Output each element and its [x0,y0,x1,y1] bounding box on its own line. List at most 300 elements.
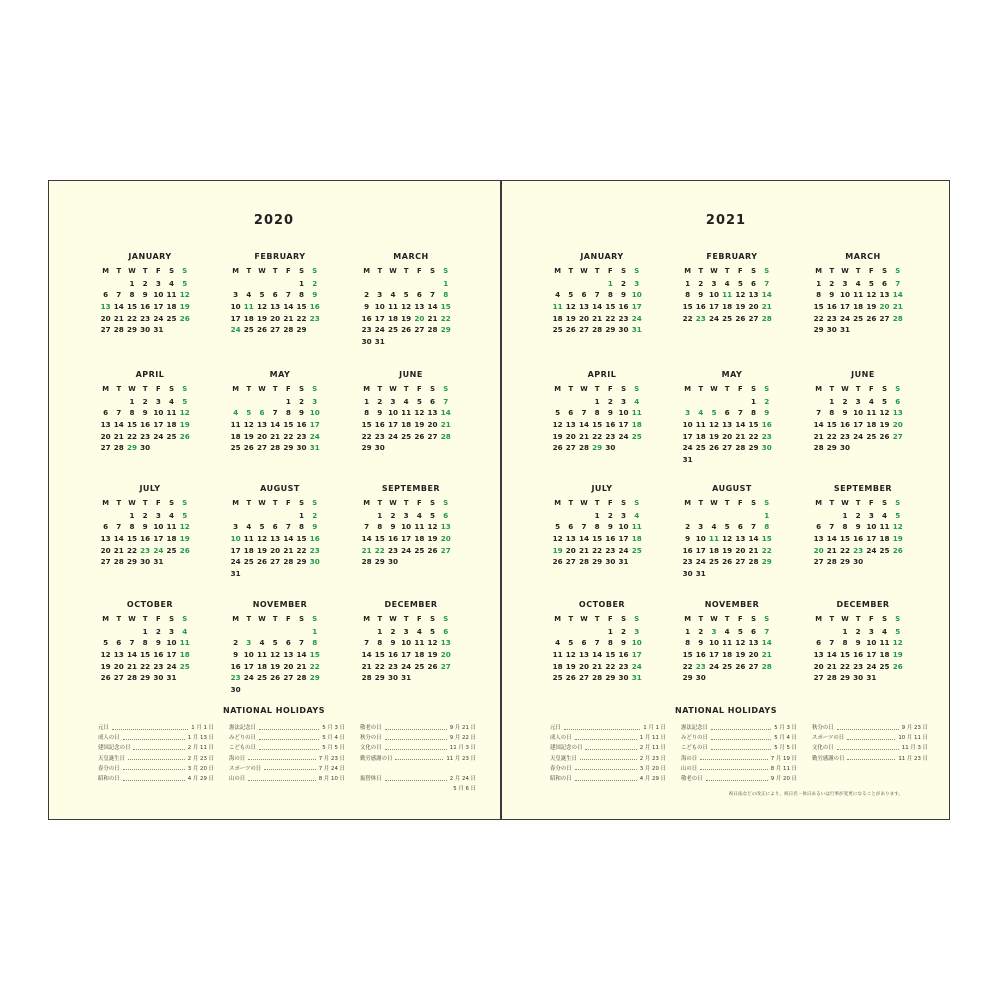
day-cell: 25 [166,545,177,555]
holiday-date: 9 月 21 日 [449,725,476,732]
day-cell: 9 [299,408,305,418]
day-cell: 7 [285,290,291,300]
day-cell: 29 [140,673,151,683]
day-cell: 17 [230,545,241,555]
day-cell: 2 [233,638,239,648]
day-cell: 18 [879,534,890,544]
day-cell: 12 [179,290,190,300]
day-cell: 27 [565,557,576,567]
weekday-header: M [554,267,561,275]
empty-cell [707,510,720,522]
day-cell: 10 [166,638,177,648]
holiday-row [550,732,666,742]
day-cell: 11 [866,408,877,418]
weekday-header: T [142,499,148,507]
day-cell: 22 [309,661,320,671]
day-cell: 12 [179,408,190,418]
day-cell: 20 [892,420,903,430]
day-cell: 19 [735,302,746,312]
leader-dots [385,735,447,740]
day-cell: 9 [142,408,148,418]
day-cell: 12 [552,420,563,430]
holiday-name: 山の日 [681,765,698,772]
day-cell: 5 [895,626,901,636]
day-cell: 24 [708,313,719,323]
day-cell: 11 [166,522,177,532]
weekday-header: S [312,267,318,275]
empty-cell [229,626,242,638]
day-cell: 27 [100,557,111,567]
day-cell: 31 [618,557,629,567]
weekday-header: T [698,615,704,623]
day-cell: 1 [594,396,600,406]
day-cell: 5 [430,626,436,636]
day-cell: 18 [256,661,267,671]
day-cell: 1 [594,510,600,520]
weekday-header: T [246,499,252,507]
day-cell: 19 [565,661,576,671]
day-cell: 8 [594,522,600,532]
day-cell: 27 [113,673,124,683]
day-cell: 21 [892,302,903,312]
day-cell: 30 [230,685,241,695]
month-name: JULY [139,484,161,493]
day-cell: 20 [578,313,589,323]
day-cell: 19 [179,302,190,312]
holiday-row [360,722,476,732]
day-cell: 9 [312,290,318,300]
day-cell: 6 [737,522,743,532]
day-cell: 25 [552,325,563,335]
day-cell: 22 [440,313,451,323]
day-cell: 15 [361,420,372,430]
day-cell: 18 [552,313,563,323]
day-cell: 13 [565,420,576,430]
day-cell: 11 [879,638,890,648]
day-cell: 15 [374,534,385,544]
weekday-header: T [246,385,252,393]
day-cell: 3 [403,510,409,520]
day-cell: 10 [839,290,850,300]
holiday-name: 敬老の日 [681,776,703,783]
month-name: AUGUST [260,484,300,493]
day-cell: 5 [868,278,874,288]
day-cell: 8 [377,638,383,648]
month-name: DECEMBER [836,600,890,609]
day-cell: 19 [179,534,190,544]
day-cell: 10 [708,638,719,648]
empty-cell [99,396,112,408]
day-cell: 19 [892,534,903,544]
day-cell: 6 [724,408,730,418]
day-cell: 21 [283,545,294,555]
weekday-header: W [841,499,849,507]
day-cell: 20 [879,302,890,312]
day-cell: 29 [374,557,385,567]
weekday-header: F [738,615,743,623]
weekday-header: S [299,615,304,623]
month-name: JULY [591,484,613,493]
day-cell: 23 [853,661,864,671]
holiday-name: こどもの日 [229,745,256,752]
month-name: JANUARY [128,252,172,261]
holiday-name: 憲法記念日 [229,725,256,732]
day-cell: 26 [179,313,190,323]
holiday-date: 7 月 19 日 [770,755,797,762]
day-cell: 31 [309,443,320,453]
day-cell: 22 [826,431,837,441]
empty-cell [255,396,268,408]
holiday-date: 8 月 11 日 [770,765,797,772]
empty-cell [812,510,825,522]
holiday-row [550,773,666,783]
day-grid [229,384,331,454]
day-cell: 3 [621,396,627,406]
holiday-name: 天皇誕生日 [98,755,125,762]
day-cell: 10 [243,650,254,660]
weekday-header: M [815,267,822,275]
day-cell: 27 [892,431,903,441]
weekday-header: T [568,615,574,623]
day-cell: 18 [230,431,241,441]
day-cell: 2 [855,510,861,520]
empty-cell [112,278,125,290]
day-cell: 26 [243,443,254,453]
day-cell: 28 [440,431,451,441]
day-cell: 4 [555,638,561,648]
day-cell: 6 [285,638,291,648]
weekday-header: F [869,385,874,393]
leader-dots [837,725,899,730]
day-cell: 5 [416,396,422,406]
day-cell: 30 [296,443,307,453]
empty-cell [721,396,734,408]
holiday-date: 7 月 24 日 [318,765,345,772]
holiday-date: 11 月 23 日 [898,755,928,762]
empty-cell [242,396,255,408]
day-cell: 31 [866,673,877,683]
day-cell: 8 [829,408,835,418]
day-cell: 1 [842,626,848,636]
empty-cell [812,396,825,408]
day-grid [360,384,462,454]
day-cell: 3 [634,278,640,288]
weekday-header: T [568,499,574,507]
month-name: OCTOBER [578,600,626,609]
day-cell: 17 [631,650,642,660]
day-cell: 28 [578,443,589,453]
day-cell: 18 [722,650,733,660]
day-cell: 16 [826,302,837,312]
day-cell: 30 [695,673,706,683]
holiday-name: 天皇誕生日 [550,755,577,762]
weekday-header: S [621,267,626,275]
weekday-header: F [156,267,161,275]
holiday-row [98,732,214,742]
day-cell: 9 [685,534,691,544]
day-cell: 2 [829,278,835,288]
day-cell: 23 [140,431,151,441]
day-grid [681,384,783,466]
day-cell: 21 [578,431,589,441]
day-cell: 8 [842,638,848,648]
day-cell: 24 [230,557,241,567]
day-cell: 21 [761,302,772,312]
day-cell: 19 [256,545,267,555]
day-cell: 11 [708,534,719,544]
weekday-header: T [829,267,835,275]
day-cell: 15 [140,650,151,660]
month-name: NOVEMBER [252,600,308,609]
day-cell: 19 [100,661,111,671]
day-cell: 1 [443,278,449,288]
weekday-header: W [841,267,849,275]
day-cell: 1 [685,278,691,288]
holiday-name: 振替休日 [360,776,382,783]
empty-cell [269,396,282,408]
day-grid [812,266,914,336]
day-cell: 12 [708,420,719,430]
day-cell: 19 [708,431,719,441]
day-cell: 5 [430,510,436,520]
day-cell: 10 [401,638,412,648]
weekday-header: M [684,499,691,507]
day-cell: 19 [722,545,733,555]
day-cell: 28 [748,557,759,567]
holiday-row [360,742,476,752]
day-cell: 7 [430,290,436,300]
empty-cell [551,396,564,408]
day-grid [681,614,783,684]
day-cell: 27 [722,443,733,453]
day-cell: 28 [735,443,746,453]
day-cell: 22 [140,661,151,671]
day-cell: 7 [129,638,135,648]
day-cell: 16 [618,650,629,660]
day-cell: 2 [390,510,396,520]
day-cell: 22 [839,545,850,555]
leader-dots [580,755,637,760]
day-cell: 16 [140,420,151,430]
day-cell: 13 [270,534,281,544]
month-block [812,251,914,336]
day-cell: 7 [751,522,757,532]
day-cell: 19 [565,313,576,323]
weekday-header: S [443,385,449,393]
day-cell: 10 [387,408,398,418]
leader-dots [575,735,637,740]
weekday-header: T [116,499,122,507]
day-cell: 15 [839,650,850,660]
day-cell: 13 [414,302,425,312]
holidays-title: NATIONAL HOLIDAYS [223,706,325,715]
day-cell: 10 [309,408,320,418]
day-cell: 12 [243,420,254,430]
day-cell: 15 [296,302,307,312]
leader-dots [248,755,316,760]
empty-cell [242,626,255,638]
holiday-row [229,773,345,783]
day-cell: 27 [100,325,111,335]
holiday-row [229,763,345,773]
weekday-header: M [363,267,370,275]
day-cell: 14 [361,534,372,544]
day-cell: 11 [179,638,190,648]
day-cell: 15 [592,534,603,544]
empty-cell [681,396,694,408]
day-cell: 28 [113,443,124,453]
day-cell: 3 [155,396,161,406]
holiday-name: 山の日 [229,776,246,783]
day-cell: 26 [892,545,903,555]
day-cell: 24 [708,661,719,671]
day-cell: 15 [605,302,616,312]
day-cell: 21 [113,545,124,555]
weekday-header: W [258,499,266,507]
day-cell: 4 [169,278,175,288]
empty-cell [721,510,734,522]
day-cell: 4 [634,510,640,520]
day-cell: 18 [414,534,425,544]
day-cell: 11 [414,522,425,532]
day-cell: 13 [813,650,824,660]
holiday-date: 5 月 4 日 [322,735,345,742]
weekday-header: S [634,267,640,275]
day-cell: 3 [842,278,848,288]
day-cell: 7 [764,278,770,288]
day-cell: 14 [283,302,294,312]
weekday-header: W [128,499,136,507]
day-cell: 28 [361,557,372,567]
day-cell: 28 [578,557,589,567]
day-cell: 3 [246,638,252,648]
leader-dots [575,776,637,781]
day-cell: 5 [103,638,109,648]
day-cell: 5 [403,290,409,300]
weekday-header: W [258,615,266,623]
weekday-header: T [403,385,409,393]
day-cell: 9 [842,408,848,418]
day-cell: 4 [634,396,640,406]
day-cell: 25 [879,661,890,671]
day-cell: 16 [296,420,307,430]
holiday-row [360,753,476,763]
day-cell: 17 [153,420,164,430]
day-cell: 29 [126,557,137,567]
weekday-header: T [698,499,704,507]
day-cell: 14 [440,408,451,418]
day-cell: 22 [813,313,824,323]
day-cell: 5 [246,408,252,418]
day-cell: 18 [695,431,706,441]
day-grid [551,498,653,568]
weekday-header: T [594,615,600,623]
empty-cell [551,278,564,290]
month-block [551,483,653,568]
day-cell: 6 [581,638,587,648]
day-cell: 3 [868,510,874,520]
day-cell: 9 [142,290,148,300]
weekday-header: T [272,385,278,393]
day-cell: 20 [100,313,111,323]
month-name: MARCH [845,252,881,261]
weekday-header: F [608,615,613,623]
day-cell: 22 [374,545,385,555]
empty-cell [577,396,590,408]
month-name: APRIL [135,370,165,379]
month-name: JUNE [399,370,423,379]
day-cell: 21 [427,313,438,323]
day-cell: 25 [853,313,864,323]
day-cell: 15 [374,650,385,660]
day-cell: 19 [879,420,890,430]
day-cell: 16 [387,534,398,544]
day-cell: 25 [243,325,254,335]
holiday-date: 3 月 20 日 [187,765,214,772]
day-cell: 4 [233,408,239,418]
day-cell: 18 [414,650,425,660]
holiday-row [681,753,797,763]
day-cell: 6 [816,638,822,648]
day-cell: 8 [377,522,383,532]
day-cell: 27 [270,325,281,335]
day-cell: 17 [631,302,642,312]
day-cell: 11 [631,408,642,418]
leader-dots [123,776,185,781]
day-cell: 28 [592,325,603,335]
day-cell: 18 [552,661,563,671]
day-cell: 17 [839,302,850,312]
day-cell: 11 [722,638,733,648]
holiday-date: 9 月 23 日 [901,725,928,732]
holiday-row [812,722,928,732]
day-cell: 23 [605,431,616,441]
day-grid [551,266,653,336]
day-cell: 10 [153,522,164,532]
weekday-header: S [621,499,626,507]
day-cell: 16 [618,302,629,312]
day-cell: 25 [414,545,425,555]
year-title: 2020 [253,213,295,228]
day-cell: 2 [607,396,613,406]
day-cell: 23 [839,431,850,441]
weekday-header: T [829,385,835,393]
empty-cell [825,510,838,522]
day-cell: 16 [695,302,706,312]
holiday-name: 秋分の日 [360,735,382,742]
day-cell: 13 [270,302,281,312]
day-cell: 7 [364,638,370,648]
empty-cell [812,626,825,638]
leader-dots [112,725,188,730]
day-cell: 15 [592,420,603,430]
day-cell: 26 [879,431,890,441]
day-cell: 11 [552,302,563,312]
day-cell: 1 [129,278,135,288]
day-cell: 8 [751,408,757,418]
day-cell: 15 [748,420,759,430]
day-cell: 9 [312,522,318,532]
day-cell: 25 [243,557,254,567]
day-cell: 19 [414,420,425,430]
holiday-date: 11 月 3 日 [901,745,928,752]
month-block [99,599,201,684]
day-cell: 29 [283,443,294,453]
day-cell: 12 [892,638,903,648]
day-cell: 5 [182,396,188,406]
holiday-name: 成人の日 [98,735,120,742]
weekday-header: T [142,267,148,275]
